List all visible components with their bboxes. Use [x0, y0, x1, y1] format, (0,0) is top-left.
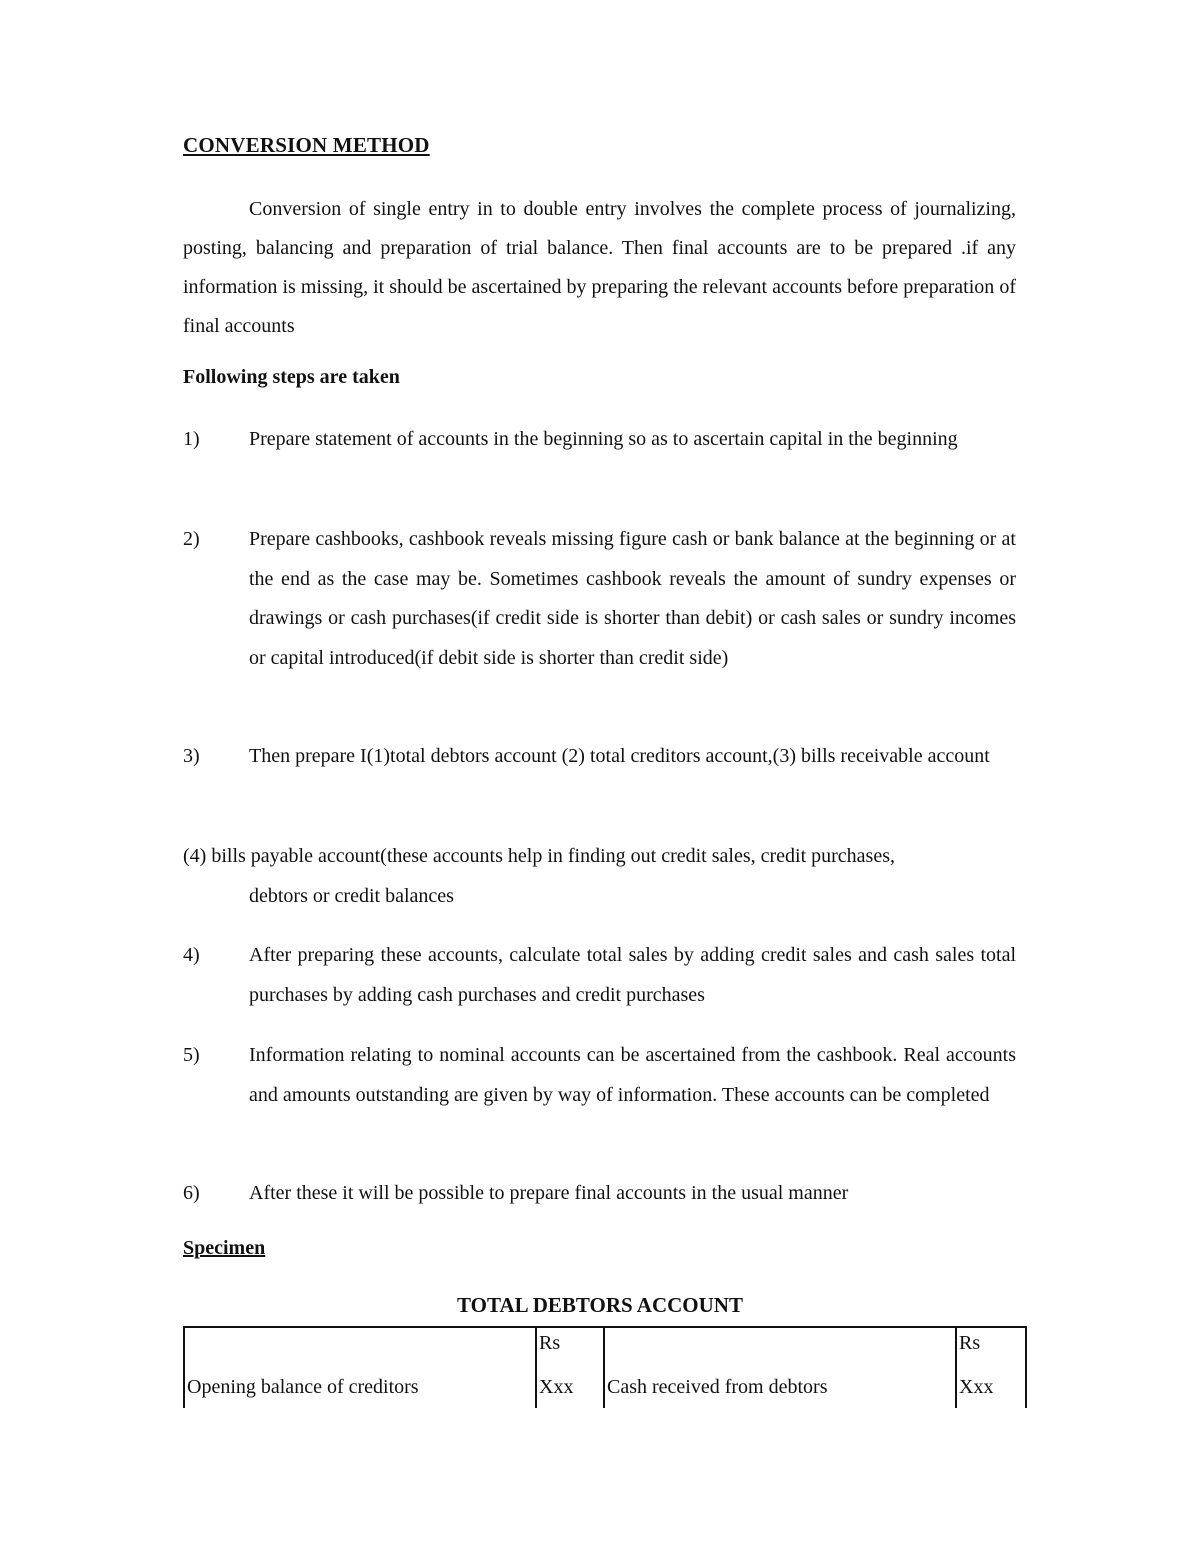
step-text: After preparing these accounts, calculate total sales by adding credit sales and cash sales total purchases by adding cash purchases and credit purchases [249, 944, 1016, 1006]
step-3 [183, 737, 1016, 777]
step-text-first-line [183, 837, 1016, 877]
header-cell-rs: Rs [956, 1327, 1026, 1368]
step-2 [183, 520, 1016, 678]
step-text: Then prepare I(1)total debtors account (2) total creditors account,(3) bills receivable account [249, 745, 990, 767]
step-text: After these it will be possible to prepare final accounts in the usual manner [249, 1182, 849, 1204]
step-5 [183, 1036, 1016, 1115]
step-number: (4) [183, 845, 207, 867]
specimen-label: Specimen [183, 1237, 266, 1259]
step-number: 6) [183, 1182, 200, 1204]
step-number: 2) [183, 528, 200, 550]
credit-amount: Xxx [956, 1368, 1026, 1408]
debtors-account-table [183, 1326, 1027, 1408]
debit-particulars: Opening balance of creditors [184, 1368, 536, 1408]
step-text: Prepare statement of accounts in the beginning so as to ascertain capital in the beginning [249, 428, 958, 450]
header-cell [604, 1327, 956, 1368]
step-text: Prepare cashbooks, cashbook reveals missing figure cash or bank balance at the beginning or at the end as the case may be. Sometimes cashbook reveals the amount of sundry expenses or drawings or cash purchases(if credit side is shorter than debit) or cash sales or sundry incomes or capital introduced(if debit side is shorter than credit side) [249, 528, 1016, 669]
debit-amount: Xxx [536, 1368, 604, 1408]
header-cell [184, 1327, 536, 1368]
step-text: bills payable account(these accounts help in finding out credit sales, credit purchases, [211, 845, 895, 867]
step-text-continued: debtors or credit balances [249, 884, 454, 907]
step-text: Information relating to nominal accounts can be ascertained from the cashbook. Real accounts and amounts outstanding are given by way of information. These accounts can be completed [249, 1044, 1016, 1106]
step-number: 5) [183, 1044, 200, 1066]
step-4 [183, 936, 1016, 1015]
steps-heading: Following steps are taken [183, 366, 400, 388]
step-1 [183, 420, 1016, 460]
step-number: 1) [183, 428, 200, 450]
table-title: TOTAL DEBTORS ACCOUNT [457, 1293, 743, 1317]
intro-paragraph: Conversion of single entry in to double entry involves the complete process of journalizing, posting, balancing and preparation of trial balance. Then final accounts are to be prepared .if any information is missing, it should be ascertained by preparing the relevant accounts before preparation of final accounts [183, 198, 1016, 337]
step-4-bills-payable [183, 837, 1016, 916]
credit-particulars: Cash received from debtors [604, 1368, 956, 1408]
table-header-row [184, 1327, 1026, 1368]
header-cell-rs: Rs [536, 1327, 604, 1368]
step-6 [183, 1174, 1016, 1214]
page-heading: CONVERSION METHOD [183, 133, 430, 157]
step-number: 4) [183, 944, 200, 966]
step-number: 3) [183, 745, 200, 767]
table-row [184, 1368, 1026, 1408]
